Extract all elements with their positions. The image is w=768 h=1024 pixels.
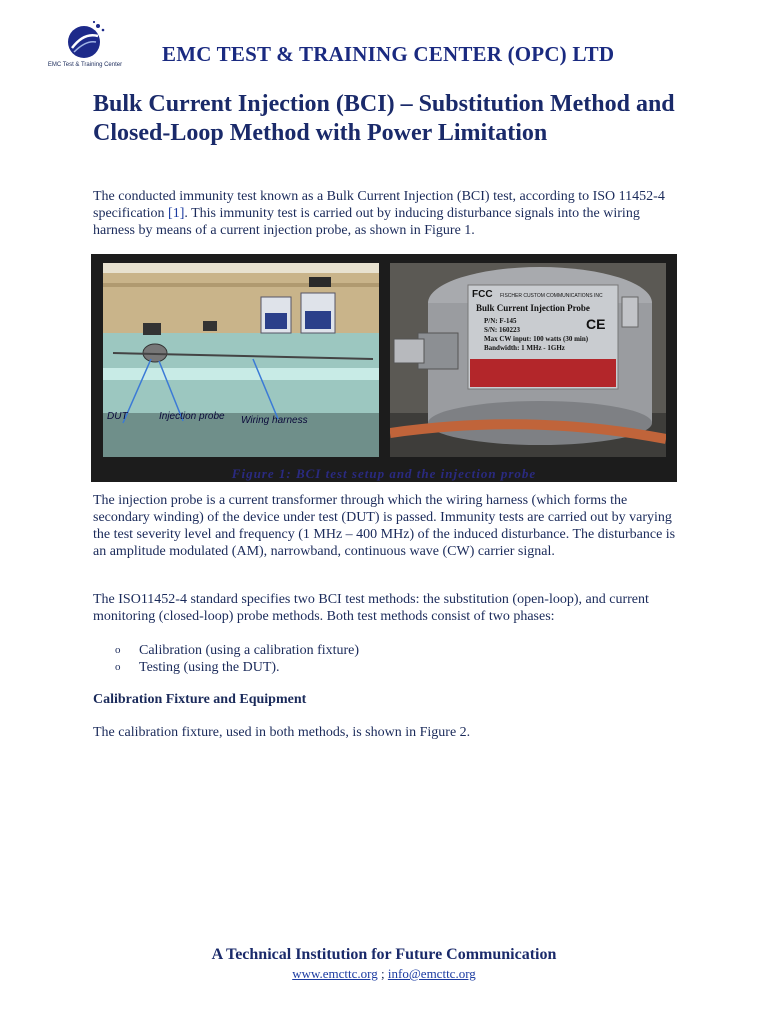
wiring-harness-label: Wiring harness: [241, 415, 308, 426]
bci-setup-photo: [103, 263, 379, 457]
footer-tagline: A Technical Institution for Future Communication: [211, 946, 557, 963]
probe-brand-text: FCC: [472, 289, 493, 300]
company-logo: [38, 18, 132, 74]
probe-illustration: [390, 263, 666, 457]
logo-caption: EMC Test & Training Center: [47, 62, 123, 68]
methods-paragraph: The ISO11452-4 standard specifies two BCI test methods: the substitution (open-loop), and current monitoring (closed-loop) probe methods. Both test methods consist of two phases:: [93, 592, 649, 624]
ce-mark: CE: [586, 316, 606, 332]
list-item-text: Calibration (using a calibration fixture): [139, 643, 360, 658]
bullet-marker: o: [115, 644, 121, 656]
intro-paragraph: [93, 188, 683, 239]
list-item: [115, 659, 359, 676]
article-title: Bulk Current Injection (BCI) – Substitution Method and Closed-Loop Method with Power Limitation: [93, 91, 675, 146]
bullet-marker: o: [115, 661, 121, 673]
figure-1: [91, 254, 677, 482]
phase-list: [115, 642, 359, 676]
list-item-text: Testing (using the DUT).: [139, 660, 280, 675]
injection-probe-paragraph: The injection probe is a current transformer through which the wiring harness (which forms the secondary winding) of the device under test (DUT) is passed. Immunity tests are carried out by varying the test severity level and frequency (1 MHz – 400 MHz) of the induced disturbance. The disturbance is an amplitude modulated (AM), narrowband, continuous wave (CW) carrier signal.: [93, 493, 676, 559]
probe-cw-text: Max CW input: 100 watts (30 min): [484, 335, 589, 343]
intro-text-start: The conducted immunity test known as a Bulk Current Injection (BCI) test, according to ISO 11452-4 specification: [93, 189, 665, 221]
email-link[interactable]: info@emcttc.org: [387, 966, 476, 981]
test-bench-illustration: [103, 263, 379, 457]
probe-maker-text: FISCHER CUSTOM COMMUNICATIONS INC: [500, 293, 603, 299]
footer-links: [0, 966, 768, 982]
company-name: EMC TEST & TRAINING CENTER (OPC) LTD: [162, 42, 615, 66]
injection-probe-photo: [390, 263, 666, 457]
figure-caption: Figure 1: BCI test setup and the injection probe: [231, 466, 537, 481]
probe-sn-text: S/N: 160223: [484, 326, 520, 334]
page-header: [0, 0, 768, 80]
injection-probe-label: Injection probe: [159, 411, 225, 422]
probe-bandwidth-text: Bandwidth: 1 MHz - 1GHz: [484, 344, 565, 352]
logo-emblem-icon: [38, 18, 132, 62]
reference-link[interactable]: [1]: [168, 206, 185, 221]
list-item: [115, 642, 359, 659]
link-separator: ;: [381, 966, 385, 981]
probe-product-text: Bulk Current Injection Probe: [476, 303, 590, 313]
website-link[interactable]: www.emcttc.org: [292, 966, 378, 981]
section-subheading: Calibration Fixture and Equipment: [93, 692, 307, 707]
intro-text-end: . This immunity test is carried out by inducing disturbance signals into the wiring harness by means of a current injection probe, as shown in Figure 1.: [93, 206, 640, 238]
dut-label: DUT: [107, 411, 128, 422]
probe-pn-text: P/N: F-145: [484, 317, 517, 325]
calibration-fixture-paragraph: The calibration fixture, used in both methods, is shown in Figure 2.: [93, 725, 471, 740]
